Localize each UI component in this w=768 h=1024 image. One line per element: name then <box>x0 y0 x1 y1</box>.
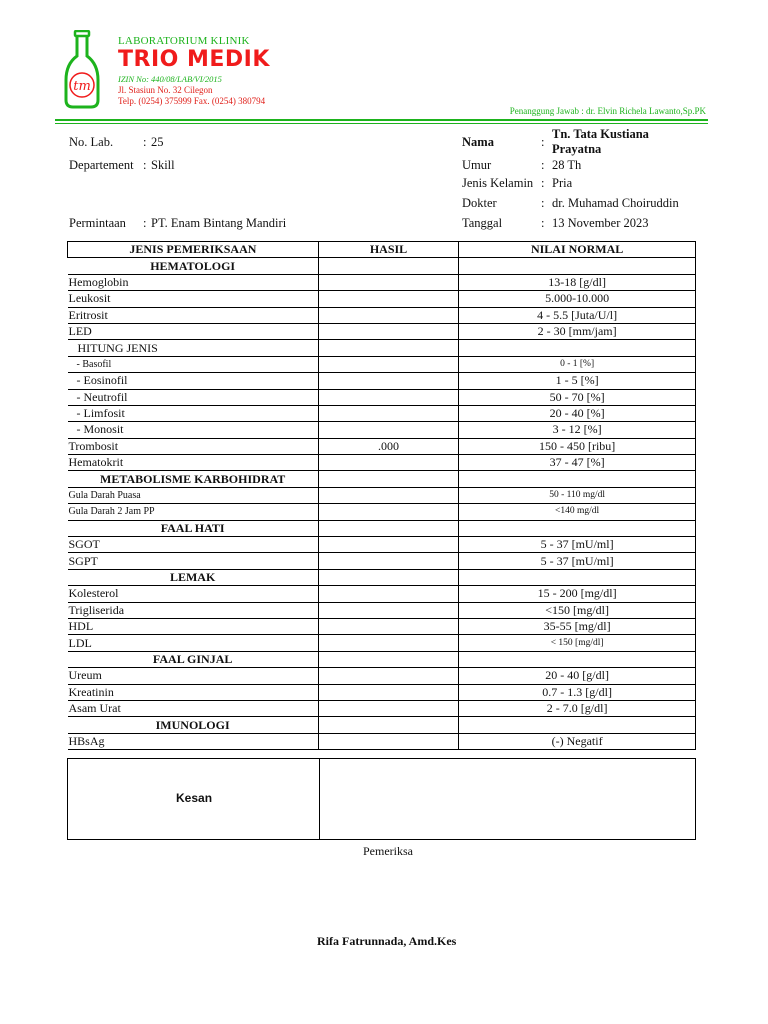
test-result <box>318 520 458 536</box>
test-result <box>318 323 458 339</box>
table-row <box>68 307 696 323</box>
test-normal-range <box>459 717 696 733</box>
nama-value-line1: Tn. Tata Kustiana <box>552 127 649 141</box>
table-row <box>68 487 696 503</box>
umur-colon: : <box>541 158 545 172</box>
table-row <box>68 602 696 618</box>
table-row <box>68 405 696 421</box>
table-row <box>68 668 696 684</box>
table-section-row <box>68 520 696 536</box>
test-normal-range: <150 [mg/dl] <box>459 602 696 618</box>
umur-label: Umur <box>462 158 492 172</box>
test-normal-range <box>459 520 696 536</box>
logo-letters: tm <box>73 79 91 94</box>
table-row <box>68 733 696 749</box>
test-name: Kolesterol <box>68 586 319 602</box>
table-header-row <box>68 242 696 258</box>
test-normal-range: 5 - 37 [mU/ml] <box>459 537 696 553</box>
table-row <box>68 537 696 553</box>
test-name: HITUNG JENIS <box>68 340 319 356</box>
test-name: - Eosinofil <box>68 373 319 389</box>
test-result <box>318 291 458 307</box>
test-name: Gula Darah 2 Jam PP <box>68 504 319 520</box>
table-row <box>68 635 696 651</box>
test-normal-range: <140 mg/dl <box>459 504 696 520</box>
dokter-value: dr. Muhamad Choiruddin <box>552 196 679 210</box>
section-title: FAAL HATI <box>68 520 319 536</box>
signer-name: Rifa Fatrunnada, Amd.Kes <box>317 934 457 948</box>
test-name: - Monosit <box>68 422 319 438</box>
test-result <box>318 422 458 438</box>
test-result <box>318 586 458 602</box>
test-result <box>318 487 458 503</box>
test-name: HDL <box>68 618 319 634</box>
test-name: SGPT <box>68 553 319 569</box>
nama-label: Nama <box>462 135 494 149</box>
dokter-colon: : <box>541 196 545 210</box>
nama-value-line2: Prayatna <box>552 142 602 156</box>
test-result <box>318 635 458 651</box>
test-normal-range: 2 - 30 [mm/jam] <box>459 323 696 339</box>
test-name: Gula Darah Puasa <box>68 487 319 503</box>
test-normal-range: 50 - 70 [%] <box>459 389 696 405</box>
test-normal-range <box>459 651 696 667</box>
no-lab-value: 25 <box>151 135 164 149</box>
test-name: LED <box>68 323 319 339</box>
test-name: Trigliserida <box>68 602 319 618</box>
lab-subtitle: LABORATORIUM KLINIK <box>118 35 250 47</box>
test-normal-range: 37 - 47 [%] <box>459 455 696 471</box>
header-normal: NILAI NORMAL <box>459 242 696 258</box>
test-normal-range: 0 - 1 [%] <box>459 356 696 372</box>
test-result <box>318 405 458 421</box>
dokter-label: Dokter <box>462 196 497 210</box>
lab-logo-flask <box>62 30 102 110</box>
test-result <box>318 618 458 634</box>
pemeriksa-label: Pemeriksa <box>363 844 413 858</box>
test-name: - Limfosit <box>68 405 319 421</box>
test-result <box>318 668 458 684</box>
no-lab-label: No. Lab. <box>69 135 114 149</box>
test-normal-range: 3 - 12 [%] <box>459 422 696 438</box>
permintaan-value: PT. Enam Bintang Mandiri <box>151 216 287 230</box>
departemen-value: Skill <box>151 158 175 172</box>
test-result <box>318 471 458 487</box>
test-normal-range: 20 - 40 [%] <box>459 405 696 421</box>
test-normal-range <box>459 340 696 356</box>
test-normal-range: (-) Negatif <box>459 733 696 749</box>
section-title: METABOLISME KARBOHIDRAT <box>68 471 319 487</box>
test-normal-range: 13-18 [g/dl] <box>459 274 696 290</box>
test-normal-range: < 150 [mg/dl] <box>459 635 696 651</box>
test-normal-range <box>459 569 696 585</box>
test-result <box>318 700 458 716</box>
test-result: .000 <box>318 438 458 454</box>
test-result <box>318 356 458 372</box>
test-result <box>318 373 458 389</box>
test-normal-range: 1 - 5 [%] <box>459 373 696 389</box>
lab-phone: Telp. (0254) 375999 Fax. (0254) 380794 <box>118 96 266 106</box>
test-result <box>318 274 458 290</box>
test-normal-range: 50 - 110 mg/dl <box>459 487 696 503</box>
test-normal-range <box>459 258 696 274</box>
test-result <box>318 258 458 274</box>
test-result <box>318 651 458 667</box>
test-name: LDL <box>68 635 319 651</box>
departemen-label: Departement <box>69 158 134 172</box>
section-title: FAAL GINJAL <box>68 651 319 667</box>
section-title: HEMATOLOGI <box>68 258 319 274</box>
umur-value: 28 Th <box>552 158 582 172</box>
lab-address: Jl. Stasiun No. 32 Cilegon <box>118 85 213 95</box>
header-jenis: JENIS PEMERIKSAAN <box>68 242 319 258</box>
permintaan-label: Permintaan <box>69 216 126 230</box>
test-result <box>318 569 458 585</box>
test-name: Hemoglobin <box>68 274 319 290</box>
test-result <box>318 504 458 520</box>
table-row <box>68 684 696 700</box>
permintaan-colon: : <box>143 216 147 230</box>
test-result <box>318 307 458 323</box>
table-row <box>68 340 696 356</box>
table-row <box>68 323 696 339</box>
test-result <box>318 602 458 618</box>
test-normal-range: 5 - 37 [mU/ml] <box>459 553 696 569</box>
table-row <box>68 274 696 290</box>
table-row <box>68 422 696 438</box>
nama-colon: : <box>541 135 545 149</box>
table-row <box>68 700 696 716</box>
results-table <box>67 241 696 750</box>
test-normal-range: 4 - 5.5 [Juta/U/l] <box>459 307 696 323</box>
header-divider <box>55 119 708 121</box>
table-row <box>68 373 696 389</box>
test-result <box>318 537 458 553</box>
test-name: HBsAg <box>68 733 319 749</box>
departemen-colon: : <box>143 158 147 172</box>
table-section-row <box>68 651 696 667</box>
section-title: IMUNOLOGI <box>68 717 319 733</box>
tanggal-colon: : <box>541 216 545 230</box>
kesan-box <box>67 758 696 840</box>
test-name: Leukosit <box>68 291 319 307</box>
jenis-kelamin-colon: : <box>541 176 545 190</box>
table-row <box>68 455 696 471</box>
test-normal-range: 15 - 200 [mg/dl] <box>459 586 696 602</box>
section-title: LEMAK <box>68 569 319 585</box>
table-row <box>68 553 696 569</box>
table-row <box>68 389 696 405</box>
test-normal-range: 35-55 [mg/dl] <box>459 618 696 634</box>
test-name: Eritrosit <box>68 307 319 323</box>
test-result <box>318 717 458 733</box>
test-result <box>318 553 458 569</box>
test-name: Ureum <box>68 668 319 684</box>
test-name: - Basofil <box>68 356 319 372</box>
test-normal-range: 0.7 - 1.3 [g/dl] <box>459 684 696 700</box>
test-normal-range: 5.000-10.000 <box>459 291 696 307</box>
tanggal-label: Tanggal <box>462 216 503 230</box>
table-row <box>68 586 696 602</box>
test-normal-range: 150 - 450 [ribu] <box>459 438 696 454</box>
test-result <box>318 684 458 700</box>
table-section-row <box>68 258 696 274</box>
table-section-row <box>68 471 696 487</box>
table-row <box>68 504 696 520</box>
table-row <box>68 438 696 454</box>
test-name: Trombosit <box>68 438 319 454</box>
test-name: Hematokrit <box>68 455 319 471</box>
responsible-doctor: Penanggung Jawab : dr. Elvin Richela Lawanto,Sp.PK <box>509 106 706 116</box>
table-section-row <box>68 569 696 585</box>
test-result <box>318 340 458 356</box>
test-result <box>318 455 458 471</box>
test-name: Asam Urat <box>68 700 319 716</box>
lab-name: TRIO MEDIK <box>118 47 270 72</box>
test-name: Kreatinin <box>68 684 319 700</box>
tanggal-value: 13 November 2023 <box>552 216 649 230</box>
table-section-row <box>68 717 696 733</box>
test-result <box>318 733 458 749</box>
test-normal-range: 2 - 7.0 [g/dl] <box>459 700 696 716</box>
test-normal-range: 20 - 40 [g/dl] <box>459 668 696 684</box>
jenis-kelamin-label: Jenis Kelamin <box>462 176 534 190</box>
table-row <box>68 356 696 372</box>
test-name: SGOT <box>68 537 319 553</box>
test-normal-range <box>459 471 696 487</box>
test-result <box>318 389 458 405</box>
results-body <box>68 258 696 750</box>
table-row <box>68 618 696 634</box>
lab-permit: IZIN No: 440/08/LAB/VI/2015 <box>118 74 222 84</box>
no-lab-colon: : <box>143 135 147 149</box>
jenis-kelamin-value: Pria <box>552 176 573 190</box>
header-hasil: HASIL <box>318 242 458 258</box>
kesan-divider <box>319 758 320 840</box>
header-divider-thin <box>55 123 708 124</box>
kesan-label: Kesan <box>176 791 213 805</box>
test-name: - Neutrofil <box>68 389 319 405</box>
table-row <box>68 291 696 307</box>
